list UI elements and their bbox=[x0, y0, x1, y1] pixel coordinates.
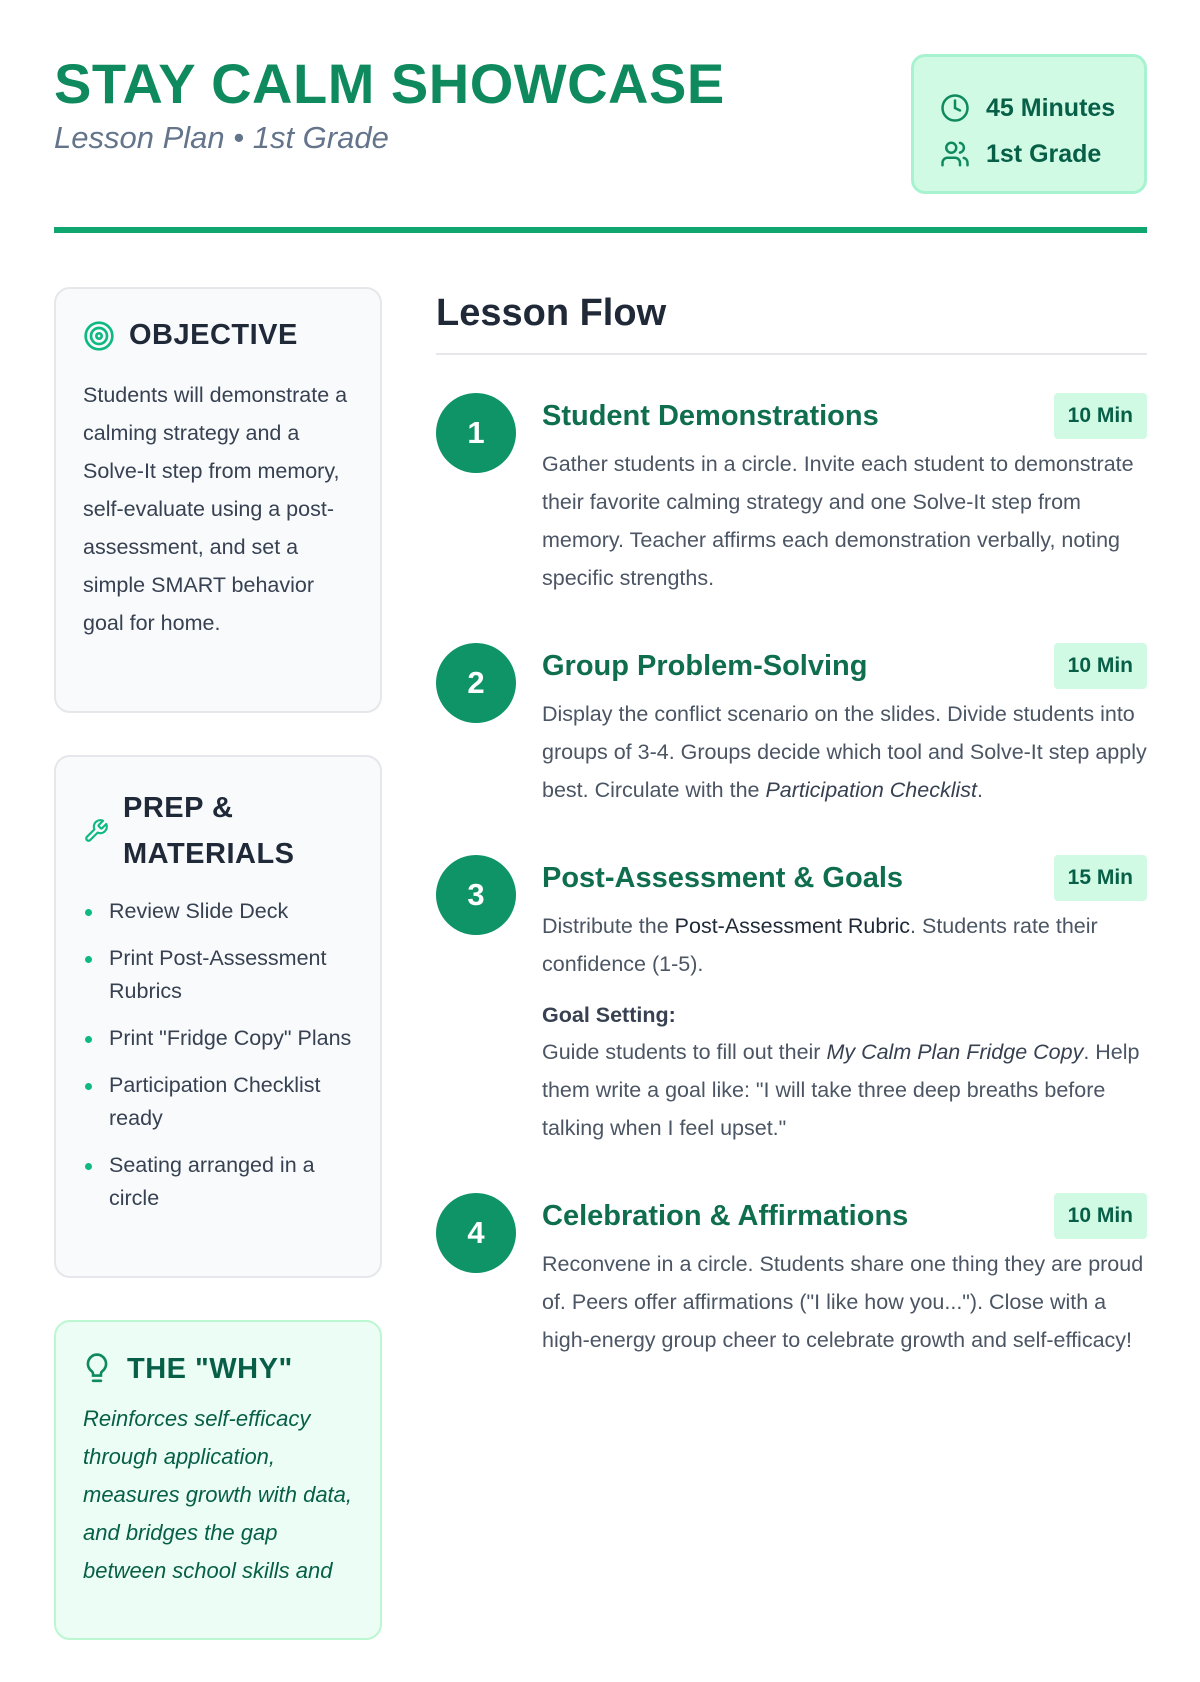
step-title: Celebration & Affirmations bbox=[542, 1199, 909, 1232]
why-card bbox=[54, 1320, 382, 1640]
step-time-badge: 10 Min bbox=[1054, 393, 1147, 439]
objective-heading: OBJECTIVE bbox=[83, 319, 354, 352]
objective-text: Students will demonstrate a calming strategy and a Solve-It step from memory, self-evaluate using a post-assessment, and set a simple SMART behavior goal for home. bbox=[83, 383, 348, 635]
clock-icon bbox=[940, 93, 970, 123]
materials-list bbox=[83, 895, 354, 1215]
goal-setting-text: Guide students to fill out their My Calm Plan Fridge Copy. Help them write a goal like: "I will take three deep breaths before talking when I feel upset." bbox=[542, 1040, 1140, 1140]
page-header bbox=[54, 50, 1147, 168]
objective-card bbox=[54, 287, 382, 713]
grade-row bbox=[940, 131, 1144, 177]
list-item: Print Post-Assessment Rubrics bbox=[83, 942, 354, 1008]
lesson-flow bbox=[436, 285, 1147, 1359]
lesson-flow-title: Lesson Flow bbox=[436, 285, 1147, 355]
list-item: Seating arranged in a circle bbox=[83, 1149, 354, 1215]
step-4 bbox=[436, 1193, 1147, 1359]
grade-text: 1st Grade bbox=[986, 139, 1102, 168]
step-number: 2 bbox=[436, 643, 516, 723]
list-item: Print "Fridge Copy" Plans bbox=[83, 1022, 354, 1055]
step-body: Reconvene in a circle. Students share one thing they are proud of. Peers offer affirmations ("I like how you..."). Close with a high-energy group cheer to celebrate growth and self-efficacy! bbox=[542, 1252, 1144, 1352]
prep-heading: PREP & MATERIALS bbox=[83, 785, 354, 877]
duration-row bbox=[940, 85, 1144, 131]
wrench-icon bbox=[83, 818, 109, 844]
why-text: Reinforces self-efficacy through application, measures growth with data, and bridges the gap between school skills and bbox=[83, 1406, 353, 1583]
step-2 bbox=[436, 643, 1147, 809]
list-item: Review Slide Deck bbox=[83, 895, 354, 928]
goal-setting-label: Goal Setting: bbox=[542, 1003, 676, 1027]
step-body: Display the conflict scenario on the slides. Divide students into groups of 3-4. Groups decide which tool and Solve-It step apply best. Circulate with the Participation Checklist. bbox=[542, 702, 1147, 802]
lesson-meta-card bbox=[911, 54, 1147, 194]
header-divider bbox=[54, 227, 1147, 233]
step-title: Group Problem-Solving bbox=[542, 649, 868, 682]
step-1 bbox=[436, 393, 1147, 597]
duration-text: 45 Minutes bbox=[986, 93, 1116, 122]
step-title: Student Demonstrations bbox=[542, 399, 879, 432]
step-3 bbox=[436, 855, 1147, 1147]
page-subtitle: Lesson Plan • 1st Grade bbox=[54, 120, 389, 155]
page-title: STAY CALM SHOWCASE bbox=[54, 52, 725, 115]
sidebar bbox=[54, 287, 382, 1682]
users-icon bbox=[940, 139, 970, 169]
prep-materials-card bbox=[54, 755, 382, 1278]
step-body: Gather students in a circle. Invite each student to demonstrate their favorite calming strategy and one Solve-It step from memory. Teacher affirms each demonstration verbally, noting specific strengths. bbox=[542, 452, 1134, 590]
lightbulb-icon bbox=[83, 1352, 111, 1386]
step-time-badge: 10 Min bbox=[1054, 1193, 1147, 1239]
step-number: 3 bbox=[436, 855, 516, 935]
step-number: 4 bbox=[436, 1193, 516, 1273]
why-heading: THE "WHY" bbox=[83, 1352, 354, 1386]
step-time-badge: 15 Min bbox=[1054, 855, 1147, 901]
step-number: 1 bbox=[436, 393, 516, 473]
step-time-badge: 10 Min bbox=[1054, 643, 1147, 689]
step-body: Distribute the Post-Assessment Rubric. Students rate their confidence (1-5). bbox=[542, 914, 1098, 976]
list-item: Participation Checklist ready bbox=[83, 1069, 354, 1135]
step-title: Post-Assessment & Goals bbox=[542, 861, 904, 894]
target-icon bbox=[83, 320, 115, 352]
